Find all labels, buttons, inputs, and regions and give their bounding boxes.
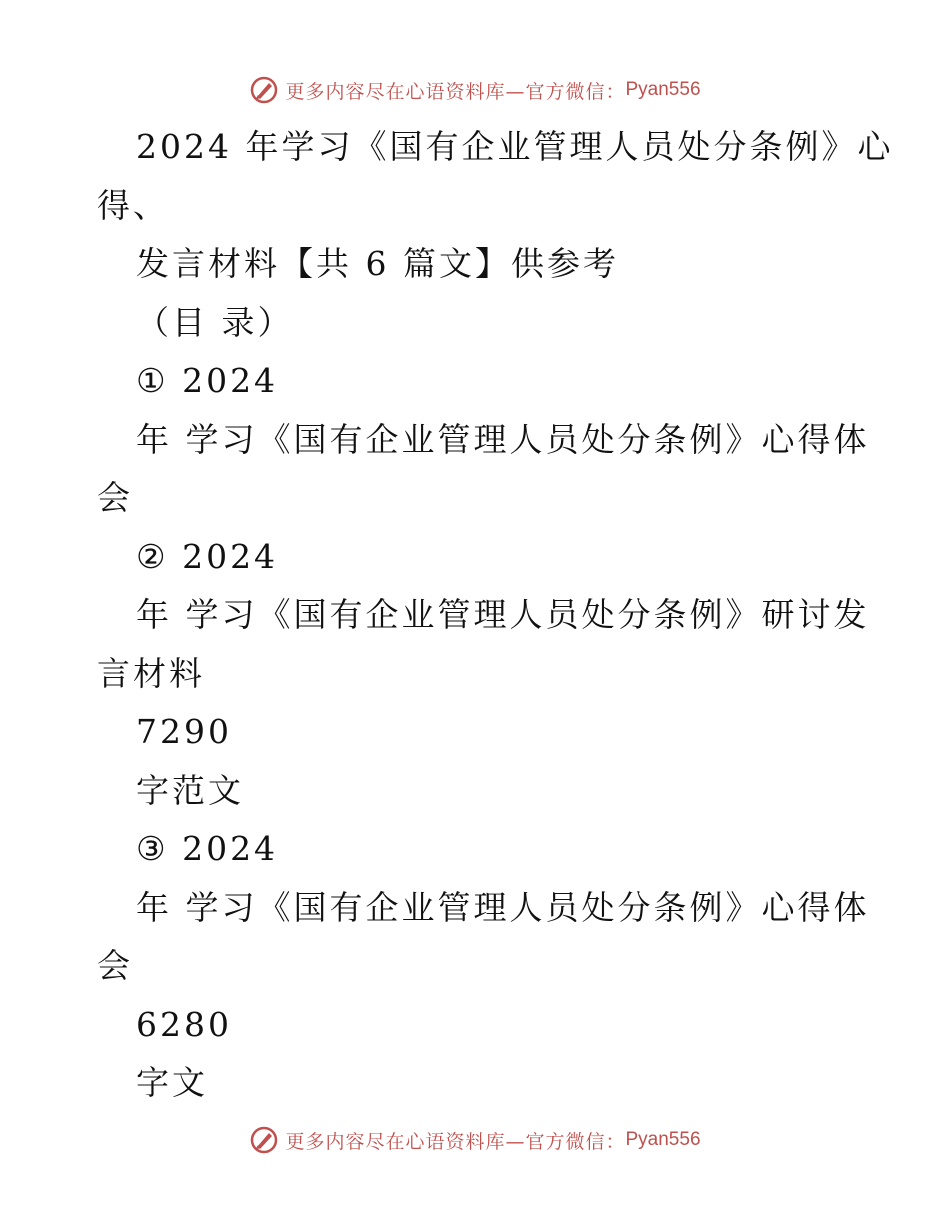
- toc-item-2-number: ② 2024: [136, 536, 279, 576]
- banner-text: 更多内容尽在心语资料库—官方微信：: [285, 80, 626, 103]
- toc-item-1-number: ① 2024: [136, 361, 279, 400]
- header-banner: [0, 70, 950, 110]
- toc-item-3-count: 6280: [136, 1004, 232, 1044]
- pen-logo-icon: [249, 75, 279, 105]
- title-line-2: 得、: [97, 185, 169, 225]
- banner-text: 更多内容尽在心语资料库—官方微信：: [285, 1130, 626, 1153]
- toc-item-3-count-suffix: 字文: [136, 1063, 208, 1102]
- title-line-1: 2024 年学习《国有企业管理人员处分条例》心: [136, 127, 894, 166]
- toc-item-3-title-cont: 会: [97, 946, 133, 985]
- banner-wechat-id: Pyan556: [625, 79, 701, 100]
- title-line-3: 发言材料【共 6 篇文】供参考: [136, 244, 619, 283]
- toc-heading: （目 录）: [136, 302, 294, 342]
- toc-item-1-title: 年 学习《国有企业管理人员处分条例》心得体: [136, 419, 870, 459]
- toc-item-1-title-cont: 会: [97, 478, 133, 517]
- toc-item-3-number: ③ 2024: [136, 829, 279, 868]
- footer-banner: [0, 1120, 950, 1160]
- banner-wechat-id: Pyan556: [625, 1129, 701, 1150]
- document-body: [97, 118, 894, 1113]
- toc-item-2-title-cont: 言材料: [97, 653, 205, 693]
- toc-item-2-count-suffix: 字范文: [136, 770, 244, 810]
- pen-logo-icon: [249, 1125, 279, 1155]
- toc-item-2-count: 7290: [136, 712, 232, 751]
- toc-item-3-title: 年 学习《国有企业管理人员处分条例》心得体: [136, 887, 870, 927]
- toc-item-2-title: 年 学习《国有企业管理人员处分条例》研讨发: [136, 595, 870, 634]
